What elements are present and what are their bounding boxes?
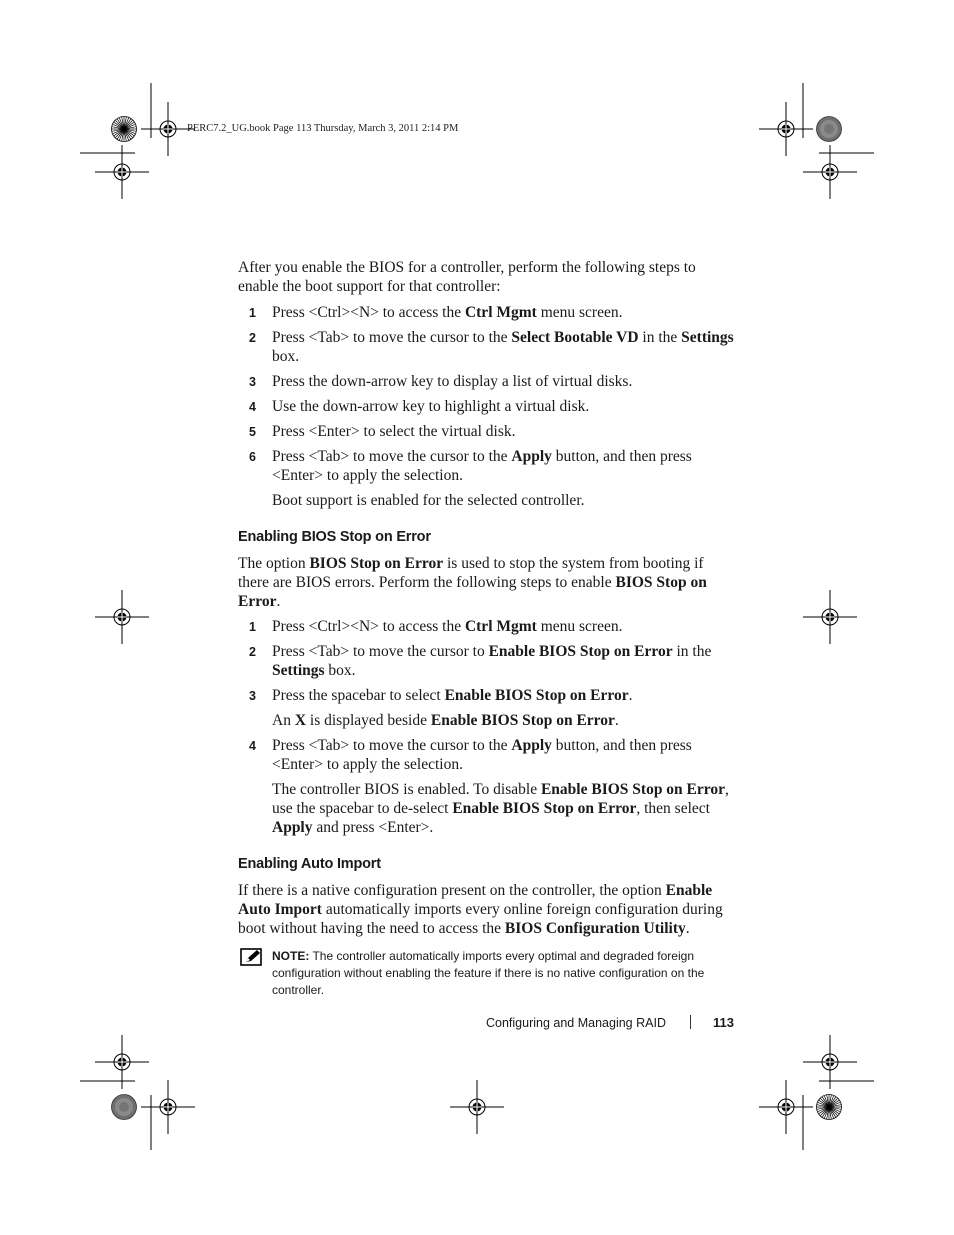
- step-number: 6: [249, 450, 256, 464]
- text-run: Press <Ctrl><N> to access the: [272, 304, 465, 321]
- text-run: is displayed beside: [306, 712, 431, 729]
- ui-term: Enable BIOS Stop on Error: [452, 800, 637, 817]
- note-label: NOTE:: [272, 949, 310, 963]
- step-item: [238, 447, 738, 510]
- auto-import-intro: [238, 881, 738, 938]
- ui-term: Enable Auto Import: [238, 882, 713, 918]
- section-heading-auto-import: Enabling Auto Import: [238, 856, 381, 872]
- text-run: in the: [638, 329, 682, 346]
- text-run: Press <Tab> to move the cursor to the: [272, 329, 512, 346]
- step-item: [238, 736, 738, 837]
- step-item: [238, 372, 738, 391]
- text-run: Boot support is enabled for the selected controller.: [272, 492, 585, 509]
- text-run: box.: [272, 348, 300, 365]
- ui-term: Settings: [272, 662, 325, 679]
- text-run: .: [685, 920, 690, 937]
- step-text: [272, 422, 738, 441]
- step-number: 2: [249, 645, 256, 659]
- step-number: 3: [249, 375, 256, 389]
- ui-term: BIOS Stop on Error: [238, 574, 707, 610]
- text-run: Press the spacebar to select: [272, 687, 445, 704]
- text-run: .: [276, 593, 281, 610]
- step-item: [238, 617, 738, 636]
- step-text: [272, 397, 738, 416]
- text-run: and press <Enter>.: [312, 819, 434, 836]
- step-text: [272, 617, 738, 636]
- step-number: 5: [249, 425, 256, 439]
- text-run: , use the spacebar to de-select: [272, 781, 729, 817]
- step-text: [272, 447, 738, 485]
- step-result: [272, 491, 738, 510]
- pencil-note-icon: [240, 948, 262, 966]
- text-run: automatically imports every online foreign configuration during boot without having the need to access the: [238, 901, 723, 937]
- step-result: [272, 711, 738, 730]
- ui-term: BIOS Stop on Error: [309, 555, 444, 572]
- text-run: Press <Ctrl><N> to access the: [272, 618, 465, 635]
- text-run: Press the down-arrow key to display a list of virtual disks.: [272, 373, 633, 390]
- boot-support-steps: [238, 303, 738, 510]
- bios-stop-intro: [238, 554, 738, 611]
- step-number: 2: [249, 331, 256, 345]
- ui-term: Select Bootable VD: [511, 329, 639, 346]
- step-text: [272, 303, 738, 322]
- text-run: is used to stop the system from booting if there are BIOS errors. Perform the following steps to enable: [238, 555, 704, 591]
- step-text: [272, 372, 738, 391]
- ui-term: Apply: [511, 448, 552, 465]
- ui-term: Ctrl Mgmt: [464, 304, 537, 321]
- step-item: [238, 686, 738, 730]
- text-run: .: [628, 687, 633, 704]
- text-run: The controller BIOS is enabled. To disable: [272, 781, 541, 798]
- ui-term: Apply: [272, 819, 313, 836]
- text-run: button, and then press <Enter> to apply the selection.: [272, 448, 692, 484]
- step-text: [272, 328, 738, 366]
- page-footer: [486, 1015, 734, 1030]
- step-number: 4: [249, 400, 256, 414]
- ui-term: Enable BIOS Stop on Error: [540, 781, 726, 798]
- page-body: [238, 258, 738, 999]
- ui-term: BIOS Configuration Utility: [504, 920, 686, 937]
- intro-paragraph: After you enable the BIOS for a controller, perform the following steps to enable the boot support for that controller:: [238, 259, 696, 295]
- note-callout: [238, 948, 738, 999]
- ui-term: Settings: [681, 329, 734, 346]
- text-run: menu screen.: [536, 304, 623, 321]
- bios-stop-steps: [238, 617, 738, 837]
- ui-term: Ctrl Mgmt: [464, 618, 537, 635]
- ui-term: Apply: [511, 737, 552, 754]
- text-run: The option: [238, 555, 310, 572]
- step-item: [238, 642, 738, 680]
- note-text: [272, 948, 738, 999]
- ui-term: Enable BIOS Stop on Error: [430, 712, 615, 729]
- text-run: An: [272, 712, 295, 729]
- text-run: Press <Tab> to move the cursor to the: [272, 448, 512, 465]
- text-run: in the: [672, 643, 712, 660]
- step-text: [272, 686, 738, 705]
- footer-separator: [690, 1015, 691, 1029]
- step-result: [272, 780, 738, 837]
- step-number: 1: [249, 620, 256, 634]
- text-run: Press <Enter> to select the virtual disk.: [272, 423, 516, 440]
- step-item: [238, 303, 738, 322]
- text-run: button, and then press <Enter> to apply the selection.: [272, 737, 692, 773]
- step-text: [272, 736, 738, 774]
- step-number: 1: [249, 306, 256, 320]
- step-number: 4: [249, 739, 256, 753]
- print-header-slug: PERC7.2_UG.book Page 113 Thursday, March 3, 2011 2:14 PM: [187, 123, 459, 134]
- text-run: box.: [324, 662, 356, 679]
- step-text: [272, 642, 738, 680]
- text-run: menu screen.: [536, 618, 623, 635]
- ui-term: X: [294, 712, 307, 729]
- step-item: [238, 422, 738, 441]
- step-item: [238, 397, 738, 416]
- step-number: 3: [249, 689, 256, 703]
- text-run: Use the down-arrow key to highlight a virtual disk.: [272, 398, 590, 415]
- step-item: [238, 328, 738, 366]
- text-run: .: [614, 712, 619, 729]
- text-run: Press <Tab> to move the cursor to the: [272, 737, 512, 754]
- text-run: If there is a native configuration present on the controller, the option: [238, 882, 666, 899]
- text-run: , then select: [636, 800, 710, 817]
- footer-chapter-title: Configuring and Managing RAID: [486, 1016, 666, 1030]
- text-run: Press <Tab> to move the cursor to: [272, 643, 489, 660]
- ui-term: Enable BIOS Stop on Error: [444, 687, 629, 704]
- note-body: The controller automatically imports every optimal and degraded foreign configuration without enabling the feature if there is no native configuration on the controller.: [272, 949, 705, 997]
- ui-term: Enable BIOS Stop on Error: [488, 643, 673, 660]
- page-number: 113: [712, 1015, 734, 1030]
- section-heading-bios-stop-on-error: Enabling BIOS Stop on Error: [238, 529, 431, 545]
